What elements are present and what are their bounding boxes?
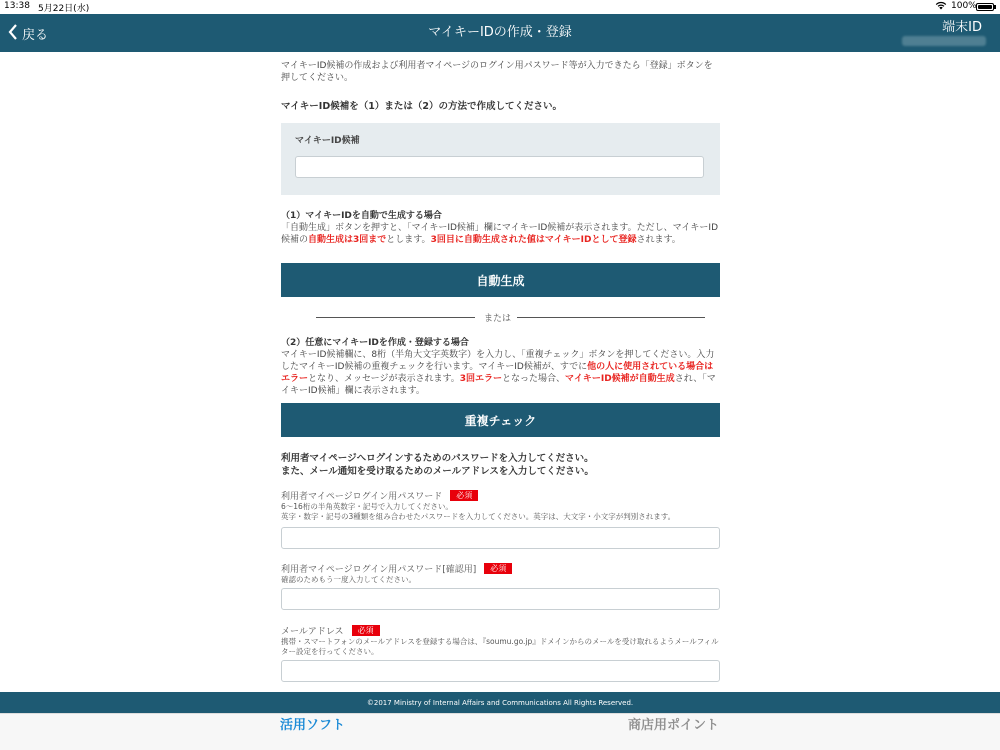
auto-section-desc (281, 222, 720, 246)
method-title: マイキーID候補を（1）または（2）の方法で作成してください。 (281, 101, 562, 112)
auto-desc-2: とします。 (386, 235, 431, 245)
terminal-id-value (902, 36, 986, 46)
manual-desc-4: され、「マイキーID候補」欄に表示されます。 (281, 374, 716, 396)
password-label: 利用者マイページログイン用パスワード (281, 492, 443, 502)
status-date: 5月22日(水) (38, 4, 90, 14)
password-input[interactable] (281, 527, 720, 549)
password-label-row (281, 489, 720, 502)
password-confirm-hint: 確認のためもう一度入力してください。 (281, 575, 416, 584)
wifi-icon (935, 1, 947, 13)
duplicate-check-button[interactable]: 重複チェック (281, 403, 720, 437)
divider-label: または (484, 314, 512, 324)
auto-desc-3: されます。 (636, 235, 681, 245)
manual-desc-red-1: 他の人に使用されている場合はエラー (281, 362, 714, 384)
candidate-input[interactable] (295, 156, 704, 178)
email-input[interactable] (281, 660, 720, 682)
auto-desc-red-1: 自動生成は3回まで (308, 235, 387, 245)
email-hint: 携帯・スマートフォンのメールアドレスを登録する場合は、『soumu.go.jp』ドメインからのメールを受け取れるようメールフィルター設定を行ってください。 (281, 637, 719, 656)
manual-desc-1: マイキーID候補欄に、8桁（半角大文字英数字）を入力し、「重複チェック」ボタンを押してください。入力したマイキーID候補の重複チェックを行います。マイキーID候補が、すでに (281, 350, 715, 372)
back-label: 戻る (22, 27, 49, 43)
status-bar (0, 0, 1000, 14)
footer-copyright: ©2017 Ministry of Internal Affairs and Communications All Rights Reserved. (0, 692, 1000, 713)
manual-desc-2: となり、メッセージが表示されます。 (308, 374, 460, 384)
manual-desc-red-2: 3回エラー (459, 374, 503, 384)
intro-text: マイキーID候補の作成および利用者マイページのログイン用パスワード等が入力できたら「登録」ボタンを押してください。 (281, 61, 713, 83)
status-time: 13:38 (4, 1, 30, 11)
nav-bar (0, 14, 1000, 52)
tab-bar (0, 713, 1000, 750)
candidate-label: マイキーID候補 (295, 136, 360, 146)
login-lead-line-2: また、メール通知を受け取るためのメールアドレスを入力してください。 (281, 466, 594, 477)
manual-desc-red-3: マイキーID候補が自動生成 (565, 374, 675, 384)
email-label: メールアドレス (281, 627, 344, 637)
login-lead-line-1: 利用者マイページへログインするためのパスワードを入力してください。 (281, 453, 594, 464)
battery-icon (976, 3, 994, 11)
auto-desc-red-2: 3回目に自動生成された値はマイキーIDとして登録 (430, 235, 637, 245)
terminal-id-label: 端末ID (942, 20, 982, 35)
candidate-panel (281, 123, 720, 195)
auto-desc-1: 「自動生成」ボタンを押すと、「マイキーID候補」欄にマイキーID候補が表示されます。ただし、マイキーID候補の (281, 223, 718, 245)
login-lead (281, 452, 720, 478)
auto-generate-button[interactable]: 自動生成 (281, 263, 720, 297)
password-hint (281, 502, 720, 522)
password-confirm-label-row (281, 562, 720, 575)
divider-line-left (316, 317, 475, 318)
tab-katsuyo-soft[interactable]: 活用ソフト (280, 718, 346, 733)
email-label-row (281, 624, 720, 637)
password-confirm-input[interactable] (281, 588, 720, 610)
battery-percent: 100% (951, 1, 977, 11)
password-hint-1: 6～16桁の半角英数字・記号で入力してください。 (281, 502, 453, 511)
required-badge: 必須 (352, 625, 380, 636)
divider-line-right (517, 317, 705, 318)
required-badge: 必須 (484, 563, 512, 574)
or-divider (316, 310, 705, 324)
manual-section-title: （2）任意にマイキーIDを作成・登録する場合 (281, 338, 469, 348)
page-title: マイキーIDの作成・登録 (428, 25, 572, 40)
main-content (0, 52, 1000, 692)
password-hint-2: 英字・数字・記号の3種類を組み合わせたパスワードを入力してください。英字は、大文字・小文字が判別されます。 (281, 512, 676, 521)
tab-shoten-point[interactable]: 商店用ポイント (628, 718, 720, 733)
battery-tip (994, 5, 996, 9)
auto-section-title: （1）マイキーIDを自動で生成する場合 (281, 211, 442, 221)
manual-section-desc (281, 349, 720, 397)
required-badge: 必須 (450, 490, 478, 501)
password-confirm-label: 利用者マイページログイン用パスワード[確認用] (281, 565, 477, 575)
manual-desc-3: となった場合、 (502, 374, 566, 384)
